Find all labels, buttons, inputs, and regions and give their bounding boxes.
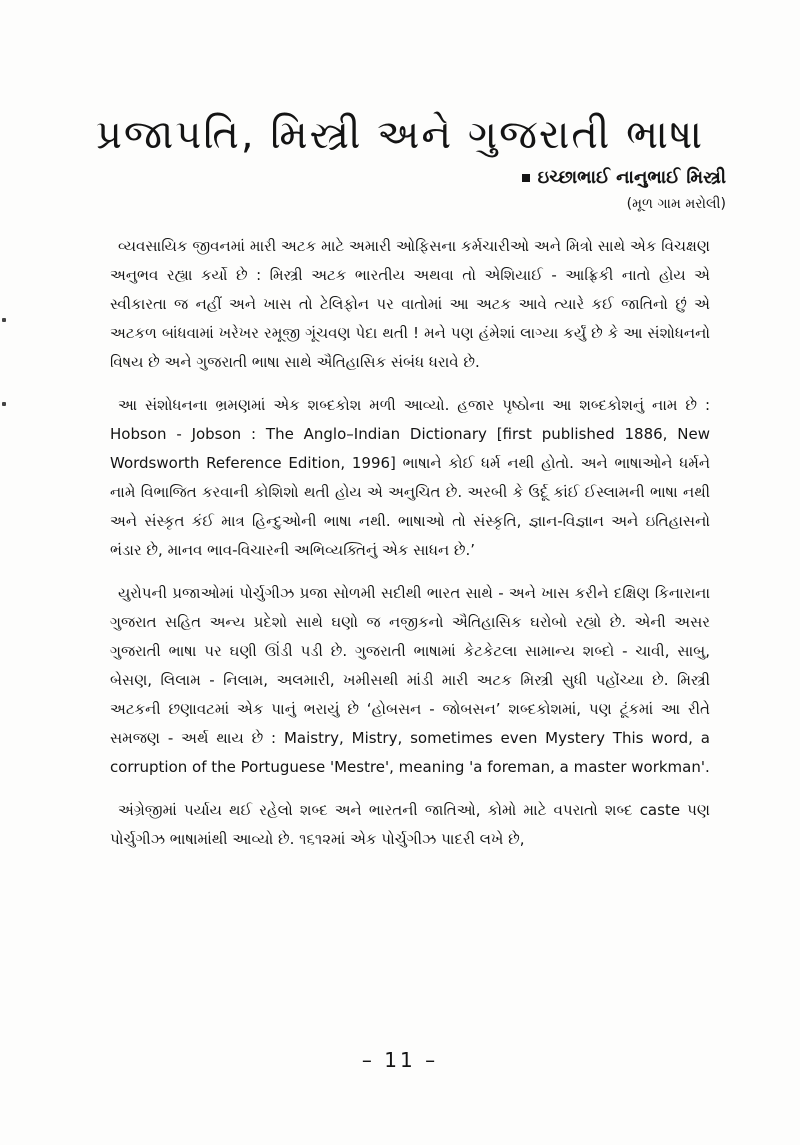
author-name: ઇચ્છાભાઈ નાનુભાઈ મિસ્ત્રી [537, 167, 726, 188]
page-number: – 11 – [361, 1048, 439, 1072]
scan-edge-mark [2, 318, 6, 322]
paragraph: યુરોપની પ્રજાઓમાં પોર્ચુગીઝ પ્રજા સોળમી સદીથી ભારત સાથે - અને ખાસ કરીને દક્ષિણ કિનારાના ગુજરાત સહિત અન્ય પ્રદેશો સાથે ઘણો જ નજીકનો ઐતિહાસિક ઘરોબો રહ્યો છે. એની અસર ગુજરાતી ભાષા પર ઘણી ઊંડી પડી છે. ગુજરાતી ભાષામાં કેટકેટલા સામાન્ય શબ્દો - ચાવી, સાબુ, બેસણ, લિલામ - નિલામ, અલમારી, ખમીસથી માંડી મારી અટક મિસ્ત્રી સુધી પહોંચ્યા છે. મિસ્ત્રી અટકની છણાવટમાં એક પાનું ભરાયું છે ‘હોબસન - જોબસન’ શબ્દકોશમાં, પણ ટૂંકમાં આ રીતે સમજણ - અર્થ થાય છે : Maistry, Mistry, sometimes even Mystery This word, a corruption of the Portuguese 'Mestre', meaning 'a foreman, a master workman'. [110, 584, 710, 776]
paragraph: વ્યવસાયિક જીવનમાં મારી અટક માટે અમારી ઓફિસના કર્મચારીઓ અને મિત્રો સાથે એક વિચક્ષણ અનુભવ રહ્યા કર્યો છે : મિસ્ત્રી અટક ભારતીય અથવા તો એશિયાઈ - આફ્રિકી નાતો હોય એ સ્વીકારતા જ નહીં અને ખાસ તો ટેલિફોન પર વાતોમાં આ અટક આવે ત્યારે કઈ જાતિનો છું એ અટકળ બાંધવામાં ખરેખર રમૂજી ગૂંચવણ પેદા થતી ! મને પણ હંમેશાં લાગ્યા કર્યું છે કે આ સંશોધનનો વિષય છે અને ગુજરાતી ભાષા સાથે ઐતિહાસિક સંબંધ ધરાવે છે. [110, 237, 710, 371]
article-title: પ્રજાપતિ, મિસ્ત્રી અને ગુજરાતી ભાષા [95, 112, 705, 158]
paragraph: આ સંશોધનના ભ્રમણમાં એક શબ્દકોશ મળી આવ્યો. હજાર પૃષ્ઠોના આ શબ્દકોશનું નામ છે : Hobson - Jobson : The Anglo–Indian Dictionary [first published 1886, New Wordsworth Reference Edition, 1996] ભાષાને કોઈ ધર્મ નથી હોતો. અને ભાષાઓને ધર્મને નામે વિભાજિત કરવાની કોશિશો થતી હોય એ અનુચિત છે. અરબી કે ઉર્દૂ કાંઈ ઈસ્લામની ભાષા નથી અને સંસ્કૃત કંઈ માત્ર હિન્દુઓની ભાષા નથી. ભાષાઓ તો સંસ્કૃતિ, જ્ઞાન-વિજ્ઞાન અને ઇતિહાસનો ભંડાર છે, માનવ ભાવ-વિચારની અભિવ્યક્તિનું એક સાધન છે.’ [110, 396, 710, 559]
square-bullet-icon [522, 174, 530, 182]
author-origin: (મૂળ ગામ મરોલી) [626, 196, 726, 212]
paragraph: અંગ્રેજીમાં પર્યાય થઈ રહેલો શબ્દ અને ભારતની જાતિઓ, કોમો માટે વપરાતો શબ્દ caste પણ પોર્ચુગીઝ ભાષામાંથી આવ્યો છે. ૧૬૧૨માં એક પોર્ચુગીઝ પાદરી લખે છે, [110, 801, 710, 848]
author-line [522, 166, 726, 190]
article-body [110, 232, 710, 868]
scan-edge-mark [2, 402, 6, 406]
